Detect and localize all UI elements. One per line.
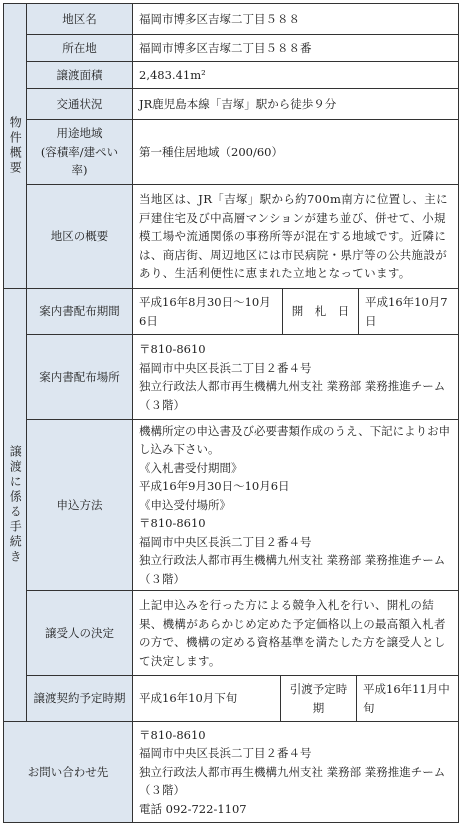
value-contract-period: 平成16年10月下旬 (132, 675, 281, 722)
label-overview: 地区の概要 (26, 184, 133, 289)
label-application-method: 申込方法 (26, 419, 133, 591)
label-opening-date: 開 札 日 (282, 288, 359, 335)
value-overview: 当地区は、JR「吉塚」駅から約700m南方に位置し、主に戸建住宅及び中高層マンションが建ち並び、併せて、小規模工場や流通関係の事務所等が混在する地域です。近隣には、商店街、周辺地区には市民病院・県庁等の公共施設があり、生活利便性に恵まれた立地となっています。 (132, 184, 459, 289)
label-buyer-decision: 譲受人の決定 (26, 590, 133, 676)
value-distribution-place: 〒810-8610 福岡市中央区長浜二丁目２番４号 独立行政法人都市再生機構九州支社 業務部 業務推進チーム（３階） (132, 334, 459, 420)
label-distribution-period: 案内書配布期間 (26, 288, 133, 335)
value-opening-date: 平成16年10月7 日 (358, 288, 459, 335)
label-distribution-place: 案内書配布場所 (26, 334, 133, 420)
value-zoning: 第一種住居地域（200/60） (132, 119, 459, 185)
label-access: 交通状況 (26, 88, 133, 120)
group-property-label: 物件概要 (3, 3, 27, 289)
label-contact: お問い合わせ先 (3, 721, 133, 823)
value-contact: 〒810-8610 福岡市中央区長浜二丁目２番４号 独立行政法人都市再生機構九州支社 業務部 業務推進チーム（３階） 電話 092-722-1107 (132, 721, 459, 823)
value-buyer-decision: 上記申込みを行った方による競争入札を行い、開札の結果、機構があらかじめ定めた予定価格以上の最高額入札者の方で、機構の定める資格基準を満たした方を譲受人として決定します。 (132, 590, 459, 676)
label-contract-period: 譲渡契約予定時期 (26, 675, 133, 722)
label-handover-period: 引渡予定時 期 (280, 675, 357, 722)
label-zoning: 用途地域 (容積率/建ぺい 率) (26, 119, 133, 185)
value-application-method: 機構所定の申込書及び必要書類作成のうえ、下記によりお申し込み下さい。 《入札書受付期間》 平成16年9月30日～10月6日 《申込受付場所》 〒810-8610 福岡市中央区長浜二丁目２番４号 独立行政法人都市再生機構九州支社 業務部 業務推進チーム（３階） (132, 419, 459, 591)
label-location: 所在地 (26, 34, 133, 62)
value-access: JR鹿児島本線「吉塚」駅から徒歩９分 (132, 88, 459, 120)
value-area: 2,483.41m² (132, 61, 459, 89)
value-handover-period: 平成16年11月中 旬 (356, 675, 459, 722)
value-district-name: 福岡市博多区吉塚二丁目５８８ (132, 3, 459, 35)
label-district-name: 地区名 (26, 3, 133, 35)
value-location: 福岡市博多区吉塚二丁目５８８番 (132, 34, 459, 62)
label-area: 譲渡面積 (26, 61, 133, 89)
group-procedure-label: 譲渡に係る手続き (3, 288, 27, 722)
value-distribution-period: 平成16年8月30日～10月 6日 (132, 288, 283, 335)
